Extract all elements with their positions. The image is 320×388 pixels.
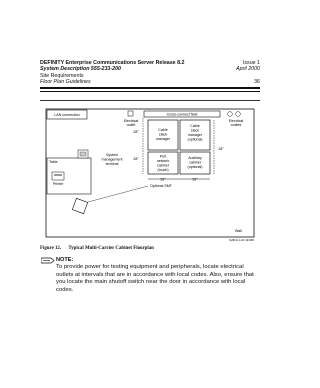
aux-cab-label-2: cabinet: [189, 160, 201, 165]
document-subtitle: System Description 555-233-200: [40, 66, 121, 73]
page-header-right: [236, 60, 260, 86]
section-title: Site Requirements: [40, 72, 84, 79]
wall-label: Wall: [235, 229, 242, 233]
optional-smt-label: Optional SMT: [150, 184, 172, 188]
terminal-icon: [78, 150, 88, 158]
cable-mgr-opt-label-2: slack: [190, 128, 200, 133]
document-title: DEFINITY Enterprise Communications Server Release 8.2: [40, 60, 185, 66]
figure-title: Typical Multi-Carrier Cabinet Floorplan: [68, 246, 154, 251]
terminal-label-1: System: [106, 153, 118, 157]
subsection-title: Floor Plan Guidelines: [40, 79, 91, 86]
port-cab-label-4: (touch): [157, 168, 169, 172]
terminal-label-3: terminal: [105, 162, 119, 166]
terminal-label-2: management: [101, 157, 123, 162]
dimension-label-d: 32": [160, 177, 166, 182]
electrical-outlet-icon: [128, 111, 133, 116]
electrical-outlets-icon-b: [236, 112, 241, 117]
aux-cab-label-1: Auxiliary: [188, 156, 202, 160]
dimension-label-a: 28": [133, 130, 139, 134]
dimension-label-c: 28": [218, 147, 224, 151]
header-rule-thick: [40, 87, 260, 89]
port-cab-label-1: Port: [159, 154, 167, 159]
electrical-outlets-label-2: outlets: [230, 123, 242, 127]
printer-icon: [52, 172, 64, 180]
issue-date: April 2000: [236, 66, 260, 73]
cable-mgr-opt-label-4: (optional): [187, 137, 203, 142]
port-cab-label-3: cabinet: [157, 163, 169, 168]
electrical-outlet-label-2: outlet: [126, 123, 136, 127]
port-cab-label-2: network: [156, 159, 170, 163]
cable-mgr-label-1: Cable: [158, 128, 168, 132]
figure-caption: [40, 246, 154, 251]
table-label: Table: [49, 160, 58, 164]
note-label: NOTE:: [56, 257, 74, 263]
page-header-left: [40, 60, 184, 86]
note-text: To provide power for testing equipment and peripherals, locate electrical outlets at intervals that are in accordance with local codes. Also, ensure that you locate the main shutoff switch near the door in accordance with local codes.: [56, 264, 254, 293]
file-id-label: fpdfbnr1.LAO 121396: [229, 239, 254, 242]
cross-connect-label: Cross-connect field: [166, 112, 198, 117]
page-number: 36: [254, 79, 260, 86]
lan-connection-label: LAN connection: [54, 113, 80, 117]
electrical-outlets-icon-a: [228, 112, 233, 117]
cable-mgr-opt-label-3: manager: [187, 133, 203, 137]
aux-cab-label-3: (optional): [187, 165, 203, 169]
header-rule-thin: [40, 91, 260, 92]
figure-top-rule: [40, 100, 260, 101]
electrical-outlets-label-1: Electrical: [228, 119, 244, 123]
floorplan-diagram: [40, 108, 260, 242]
note-pencil-icon: [41, 257, 55, 264]
cable-mgr-opt-label-1: Cable: [190, 124, 200, 128]
printer-label: Printer: [52, 182, 64, 186]
cable-mgr-label-2: slack: [158, 132, 168, 137]
figure-number: Figure 12.: [40, 246, 62, 251]
issue-label: Issue 1: [242, 60, 260, 66]
electrical-outlet-label-1: Electrical: [123, 119, 139, 123]
cable-mgr-label-3: manager: [155, 137, 171, 141]
dimension-label-e: 32": [192, 177, 198, 182]
dimension-label-b: 28": [133, 157, 139, 161]
